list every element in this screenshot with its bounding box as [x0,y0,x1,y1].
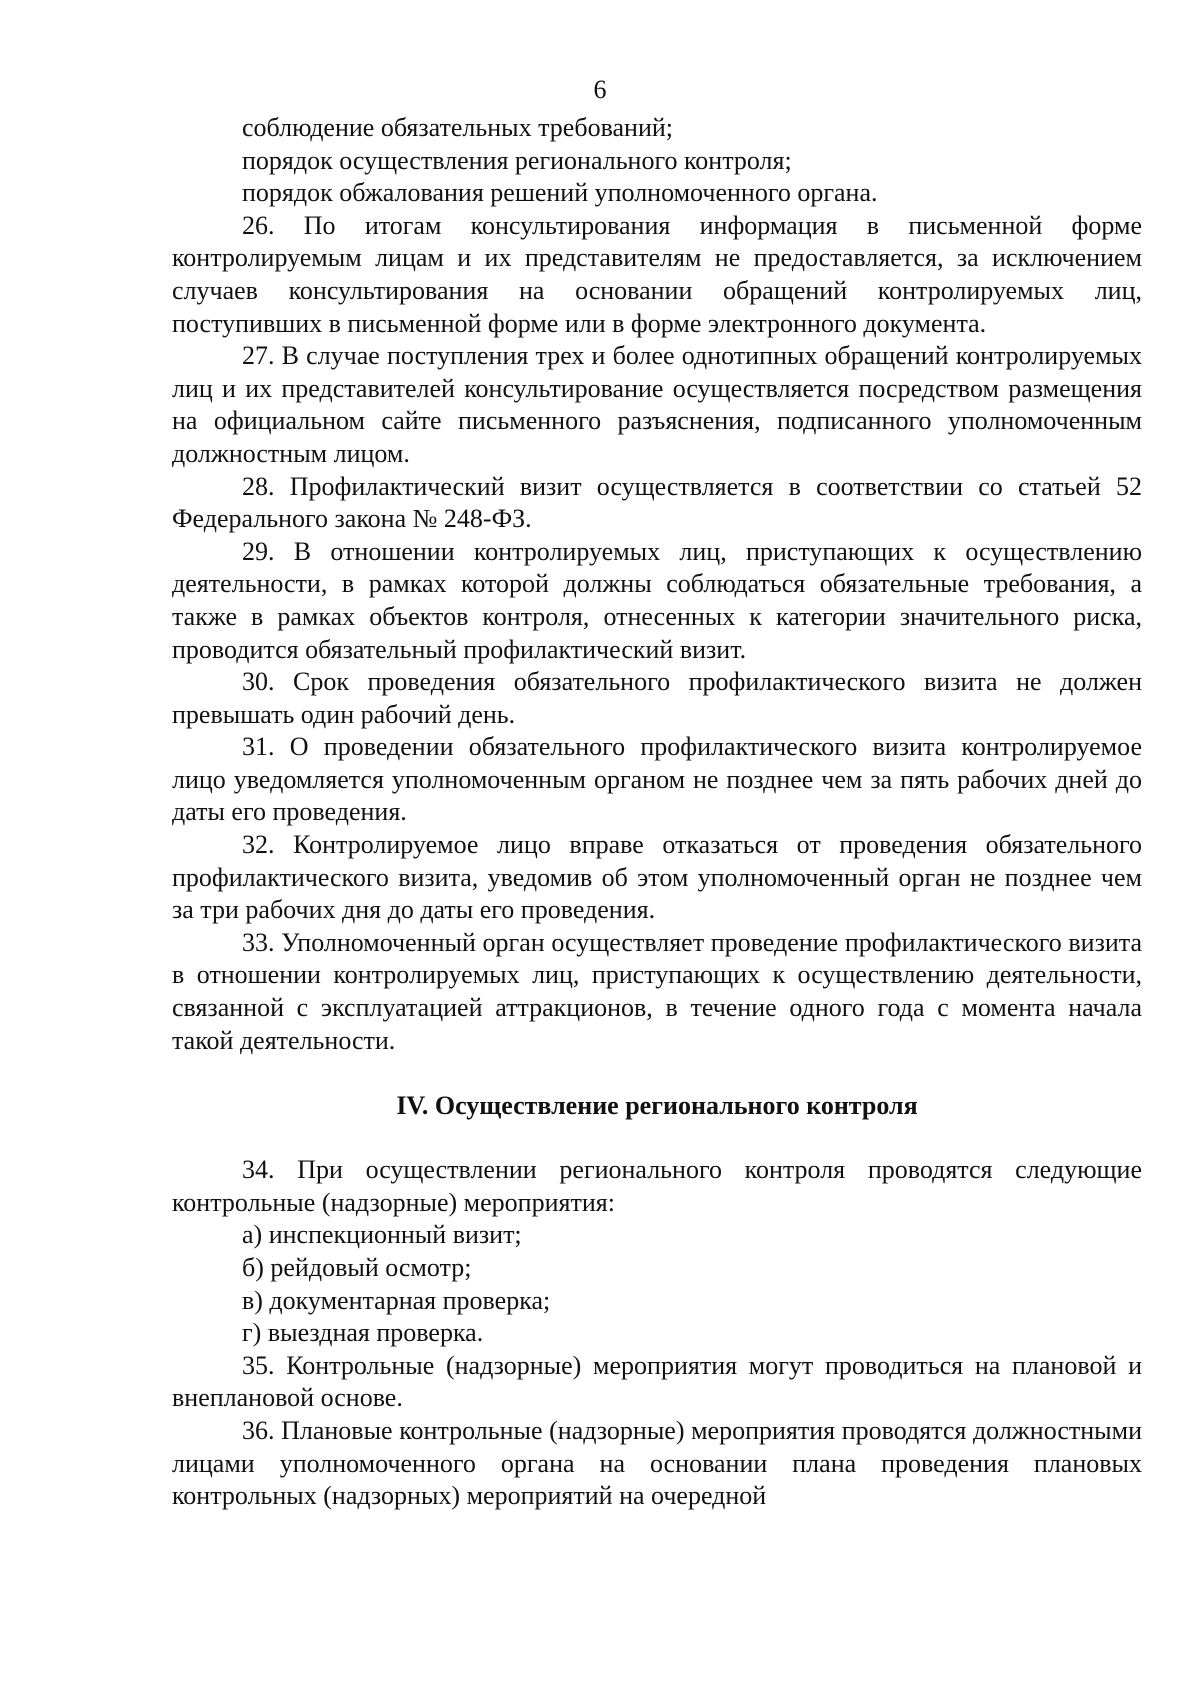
list-item: а) инспекционный визит; [242,1220,522,1250]
paragraph-34: 34. При осуществлении регионального контроля проводятся следующие контрольные (надзорные) мероприятия: [172,1155,1142,1217]
paragraph-31: 31. О проведении обязательного профилактического визита контролируемое лицо уведомляется уполномоченным органом не позднее чем за пять рабочих дней до даты его проведения. [172,732,1142,827]
paragraph: порядок осуществления регионального контроля; [242,145,792,175]
paragraph-27: 27. В случае поступления трех и более однотипных обращений контролируемых лиц и их представителей консультирование осуществляется посредством размещения на официальном сайте письменного разъяснения, подписанного уполномоченным должностным лицом. [172,341,1142,468]
paragraph: соблюдение обязательных требований; [242,113,674,142]
list-item: г) выездная проверка. [242,1318,484,1348]
paragraph-32: 32. Контролируемое лицо вправе отказаться от проведения обязательного профилактического визита, уведомив об этом уполномоченный орган не позднее чем за три рабочих дня до даты его проведения. [172,830,1142,925]
paragraph-35: 35. Контрольные (надзорные) мероприятия могут проводиться на плановой и внеплановой основе. [172,1350,1142,1413]
paragraph-30: 30. Срок проведения обязательного профилактического визита не должен превышать один рабочий день. [172,667,1142,729]
paragraph-26: 26. По итогам консультирования информация в письменной форме контролируемым лицам и их представителям не предоставляется, за исключением случаев консультирования на основании обращений контролируемых лиц, поступивших в письменной форме или в форме электронного документа. [172,210,1142,338]
paragraph: порядок обжалования решений уполномоченного органа. [242,178,878,208]
paragraph-28: 28. Профилактический визит осуществляется в соответствии со статьей 52 Федерального закона № 248-ФЗ. [172,471,1142,534]
paragraph-36: 36. Плановые контрольные (надзорные) мероприятия проводятся должностными лицами уполномоченного органа на основании плана проведения плановых контрольных (надзорных) мероприятий на очередной [172,1415,1142,1511]
list-item: в) документарная проверка; [242,1285,551,1315]
paragraph-29: 29. В отношении контролируемых лиц, приступающих к осуществлению деятельности, в рамках которой должны соблюдаться обязательные требования, а также в рамках объектов контроля, отнесенных к категории значительного риска, проводится обязательный профилактический визит. [172,536,1142,664]
list-item: б) рейдовый осмотр; [242,1253,472,1282]
section-heading: IV. Осуществление регионального контроля [396,1091,918,1121]
paragraph-33: 33. Уполномоченный орган осуществляет проведение профилактического визита в отношении контролируемых лиц, приступающих к осуществлению деятельности, связанной с эксплуатацией аттракционов, в течение одного года с момента начала такой деятельности. [172,927,1142,1055]
document-body [172,112,1142,1513]
page-number: 6 [593,75,607,104]
